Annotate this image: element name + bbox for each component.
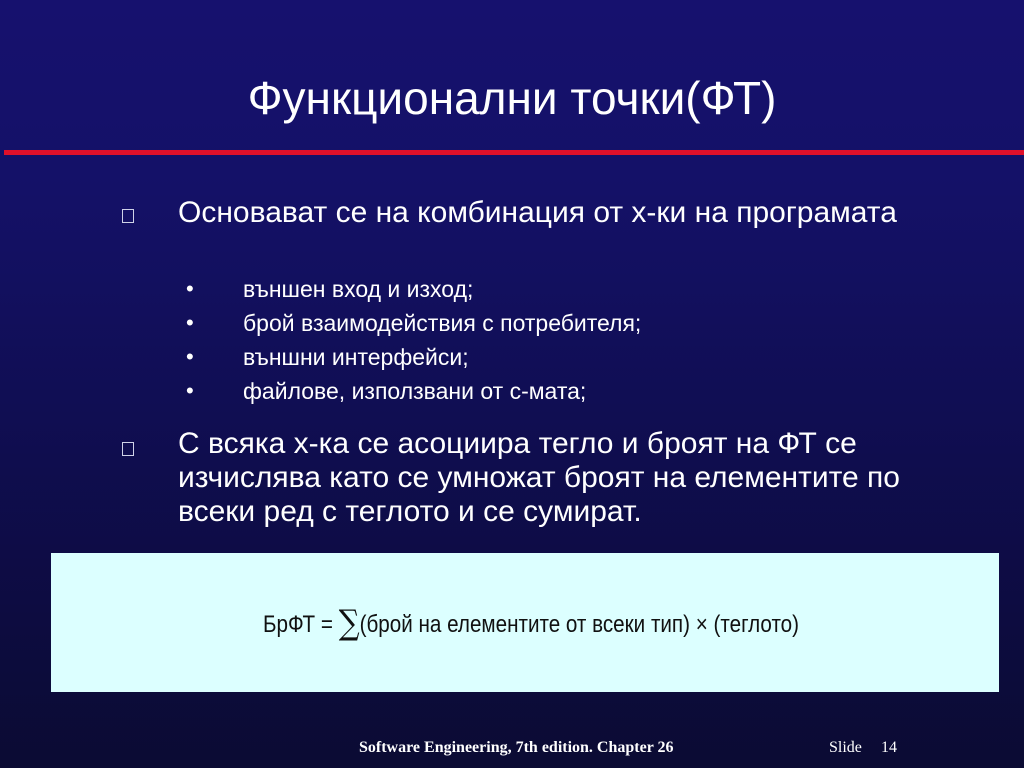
sigma-symbol: ∑: [338, 603, 360, 643]
formula-lhs: БрФТ =: [263, 611, 333, 638]
sub-bullet-item: [186, 306, 886, 340]
footer-slide-number: 14: [881, 739, 897, 756]
bullet-marker-icon: [122, 209, 134, 223]
bullet-main-1: Основават се на комбинация от х-ки на програмата: [178, 196, 897, 229]
sub-bullet-text: външни интерфейси;: [243, 344, 469, 370]
sub-bullet-item: [186, 272, 886, 306]
sub-bullet-item: [186, 374, 886, 408]
title-divider: [4, 150, 1024, 155]
footer-book-title: Software Engineering, 7th edition. Chapter 26: [359, 739, 674, 756]
formula-rhs: (брой на елементите от всеки тип) × (теглото): [359, 611, 800, 638]
formula: [263, 603, 800, 643]
bullet-marker-icon: [122, 442, 134, 456]
sub-bullet-list: [186, 272, 886, 408]
formula-box: [51, 553, 999, 692]
bullet-main-2: С всяка х-ка се асоциира тегло и броят на ФТ се изчислява като се умножат броят на елементите по всеки ред с теглото и се сумират.: [178, 427, 900, 528]
slide-title: Функционални точки(ФТ): [247, 72, 777, 124]
bullet-dot-icon: •: [186, 378, 194, 403]
sub-bullet-text: брой взаимодействия с потребителя;: [243, 310, 642, 336]
footer-slide-label: Slide: [829, 739, 862, 756]
sub-bullet-text: файлове, използвани от с-мата;: [243, 378, 587, 404]
bullet-dot-icon: •: [186, 310, 194, 335]
bullet-dot-icon: •: [186, 344, 194, 369]
sub-bullet-item: [186, 340, 886, 374]
bullet-dot-icon: •: [186, 276, 194, 301]
sub-bullet-text: външен вход и изход;: [243, 276, 474, 302]
